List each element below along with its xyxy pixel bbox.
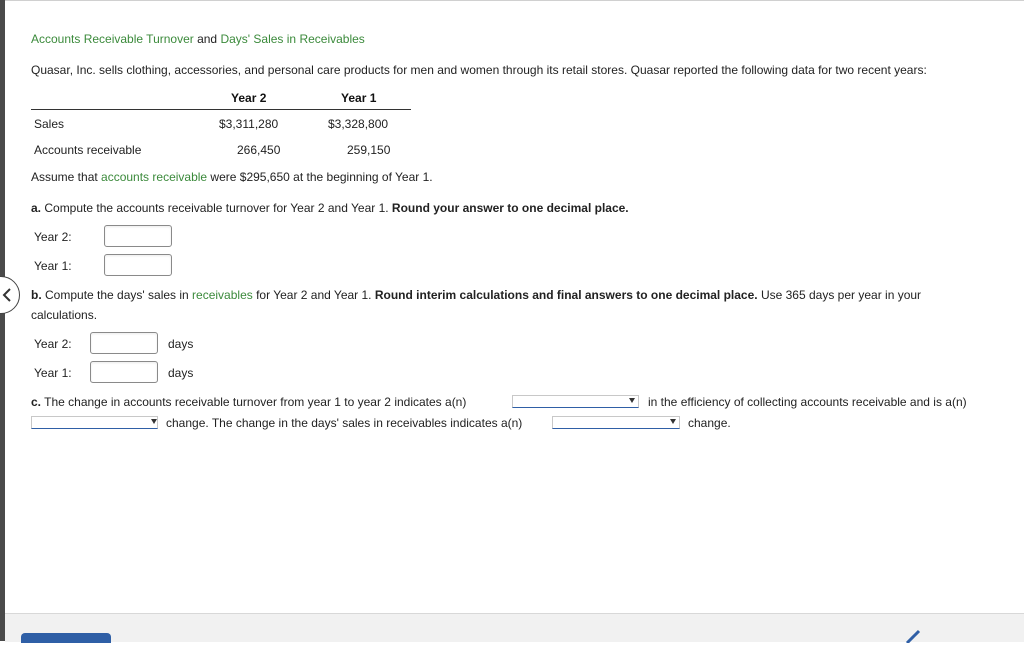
assumption-pre: Assume that [31, 170, 102, 184]
intro-text: Quasar, Inc. sells clothing, accessories, and personal care products for men and women through its retail stores. Quasar reported the following data for two recent years: [31, 63, 927, 77]
part-c-text3: change. The change in the days' sales in receivables indicates a(n) [166, 416, 523, 430]
part-c-label: c. [31, 395, 42, 409]
part-a-label: a. [31, 201, 42, 215]
part-b-text1: Compute the days' sales in [41, 288, 193, 302]
part-a-year1-label: Year 1: [34, 259, 72, 273]
part-a-instruction: Round your answer to one decimal place. [391, 201, 629, 215]
part-b-label: b. [31, 288, 42, 302]
chevron-down-icon [151, 419, 157, 424]
part-c-text4: change. [688, 416, 731, 430]
table-cell-ar-year2: 266,450 [237, 143, 281, 157]
part-b-year1-label: Year 1: [34, 366, 72, 380]
chevron-left-icon [1, 287, 13, 303]
assumption-text [31, 170, 433, 184]
left-edge-bar [0, 0, 5, 641]
table-row-label: Sales [34, 117, 65, 131]
part-b-prompt-line2: calculations. [31, 308, 98, 322]
part-b-instruction: Round interim calculations and final answers to one decimal place. [374, 288, 758, 302]
table-header-rule [31, 109, 411, 110]
title-link-days-sales[interactable]: Days' Sales in Receivables [220, 32, 365, 46]
part-c-prompt [31, 395, 466, 409]
part-b-year2-unit: days [168, 337, 194, 351]
part-a-year2-label: Year 2: [34, 230, 72, 244]
part-b-link[interactable]: receivables [192, 288, 253, 302]
part-c-efficiency-select[interactable] [512, 395, 639, 408]
part-b-text2: for Year 2 and Year 1. [252, 288, 375, 302]
table-header-year2: Year 2 [231, 91, 267, 105]
part-c-days-sales-select[interactable] [552, 416, 680, 429]
chevron-down-icon [629, 398, 635, 403]
part-a-year2-input[interactable] [104, 225, 172, 247]
part-a-prompt [31, 201, 629, 215]
assumption-link[interactable]: accounts receivable [101, 170, 208, 184]
checkmark-icon [905, 629, 929, 646]
table-cell-ar-year1: 259,150 [347, 143, 391, 157]
part-c-text1: The change in accounts receivable turnover from year 1 to year 2 indicates a(n) [41, 395, 467, 409]
title-and: and [193, 32, 221, 46]
table-cell-sales-year1: $3,328,800 [328, 117, 389, 131]
part-b-text3: Use 365 days per year in your [757, 288, 922, 302]
part-b-prompt [31, 288, 921, 302]
top-border [0, 0, 1024, 1]
part-c-text2: in the efficiency of collecting accounts receivable and is a(n) [648, 395, 967, 409]
assumption-post: were $295,650 at the beginning of Year 1. [207, 170, 433, 184]
check-my-work-button[interactable] [21, 633, 111, 643]
part-b-year2-input[interactable] [90, 332, 158, 354]
table-row-label: Accounts receivable [34, 143, 142, 157]
back-button[interactable] [0, 276, 20, 314]
part-b-year1-input[interactable] [90, 361, 158, 383]
page-title [31, 32, 365, 46]
part-b-year1-unit: days [168, 366, 194, 380]
bottom-toolbar [5, 613, 1024, 642]
part-b-year2-label: Year 2: [34, 337, 72, 351]
chevron-down-icon [670, 419, 676, 424]
table-header-year1: Year 1 [341, 91, 377, 105]
part-c-change-type-select[interactable] [31, 416, 158, 429]
part-a-year1-input[interactable] [104, 254, 172, 276]
part-a-text: Compute the accounts receivable turnover for Year 2 and Year 1. [41, 201, 392, 215]
table-cell-sales-year2: $3,311,280 [219, 117, 279, 131]
title-link-turnover[interactable]: Accounts Receivable Turnover [31, 32, 194, 46]
